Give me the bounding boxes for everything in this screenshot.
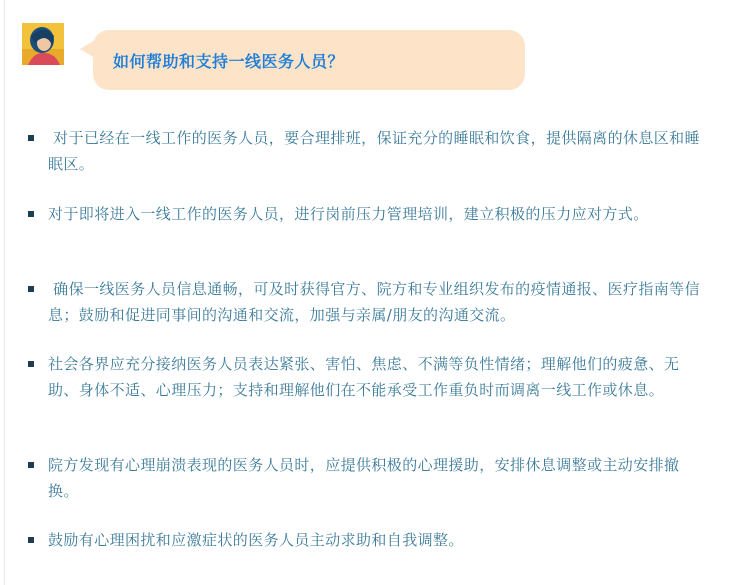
bullet-square-icon (28, 135, 34, 141)
list-item-text: 鼓励有心理困扰和应激症状的医务人员主动求助和自我调整。 (48, 531, 464, 549)
bullet-square-icon (28, 537, 34, 543)
list-item-text: 社会各界应充分接纳医务人员表达紧张、害怕、焦虑、不满等负性情绪；理解他们的疲惫、无助、身体不适、心理压力；支持和理解他们在不能承受工作重负时而调离一线工作或休息。 (48, 355, 680, 399)
question-title: 如何帮助和支持一线医务人员？ (113, 51, 345, 71)
bullet-square-icon (28, 211, 34, 217)
avatar-image (22, 23, 64, 65)
left-divider (4, 0, 5, 585)
avatar (22, 23, 64, 65)
list-item-text: 院方发现有心理崩溃表现的医务人员时，应提供积极的心理援助，安排休息调整或主动安排撤换。 (48, 456, 680, 500)
speech-bubble (93, 30, 525, 90)
bullet-square-icon (28, 286, 34, 292)
list-item-text: 确保一线医务人员信息通畅，可及时获得官方、院方和专业组织发布的疫情通报、医疗指南等信息；鼓励和促进同事间的沟通和交流，加强与亲属/朋友的沟通交流。 (48, 280, 700, 324)
bullet-square-icon (28, 462, 34, 468)
list-item-text: 对于已经在一线工作的医务人员，要合理排班，保证充分的睡眠和饮食，提供隔离的休息区和睡眠区。 (48, 129, 700, 173)
bullet-square-icon (28, 361, 34, 367)
list-item-text: 对于即将进入一线工作的医务人员，进行岗前压力管理培训，建立积极的压力应对方式。 (48, 205, 649, 223)
